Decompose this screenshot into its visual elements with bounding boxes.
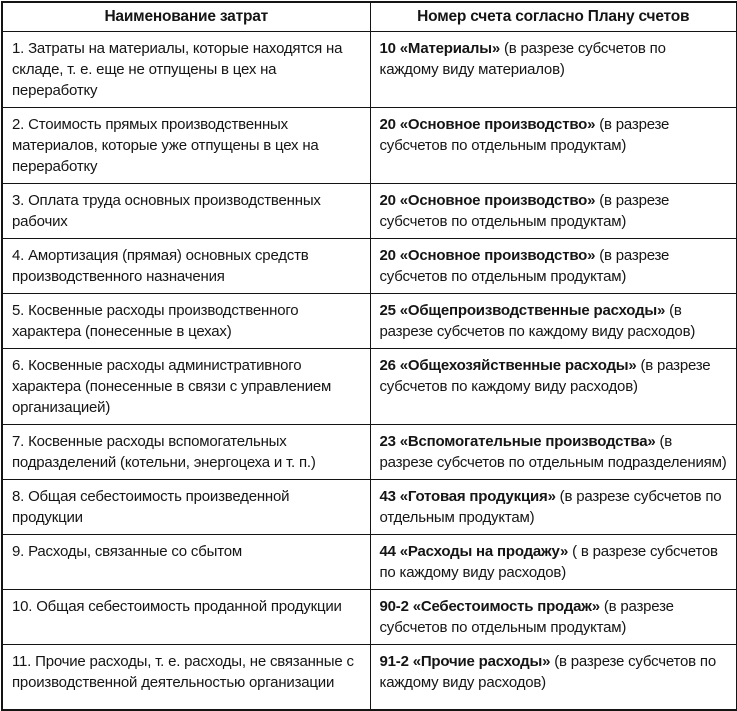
account-number: 23 «Вспомогательные производства» bbox=[379, 433, 656, 450]
account-note: (в разрезе субсчетов по отдельным продуктам) bbox=[379, 488, 722, 526]
cost-accounts-table bbox=[1, 1, 737, 711]
header-row bbox=[2, 2, 737, 32]
column-header-cost-name: Наименование затрат bbox=[2, 2, 370, 32]
table-row bbox=[2, 590, 737, 645]
cost-name-cell: 7. Косвенные расходы вспомогательных подразделений (котельни, энергоцеха и т. п.) bbox=[2, 425, 370, 480]
cost-name-cell: 1. Затраты на материалы, которые находятся на складе, т. е. еще не отпущены в цех на переработку bbox=[2, 32, 370, 108]
account-number: 20 «Основное производство» bbox=[379, 247, 596, 264]
account-number: 44 «Расходы на продажу» bbox=[379, 543, 569, 560]
cost-name-cell: 11. Прочие расходы, т. е. расходы, не связанные с производственной деятельностью организации bbox=[2, 645, 370, 710]
account-number: 26 «Общехозяйственные расходы» bbox=[379, 357, 637, 374]
account-note: (в разрезе субсчетов по каждому виду расходов) bbox=[379, 357, 711, 395]
account-note: ( в разрезе субсчетов по каждому виду расходов) bbox=[379, 543, 718, 581]
account-cell bbox=[370, 108, 737, 184]
account-cell bbox=[370, 425, 737, 480]
account-number: 20 «Основное производство» bbox=[379, 192, 596, 209]
table-row bbox=[2, 425, 737, 480]
account-cell bbox=[370, 294, 737, 349]
cost-name-cell: 8. Общая себестоимость произведенной продукции bbox=[2, 480, 370, 535]
account-cell bbox=[370, 590, 737, 645]
account-number: 91-2 «Прочие расходы» bbox=[379, 653, 551, 670]
cost-name-cell: 9. Расходы, связанные со сбытом bbox=[2, 535, 370, 590]
table-row bbox=[2, 184, 737, 239]
account-number: 43 «Готовая продукция» bbox=[379, 488, 556, 505]
cost-name-cell: 10. Общая себестоимость проданной продукции bbox=[2, 590, 370, 645]
account-note: (в разрезе субсчетов по отдельным продуктам) bbox=[379, 116, 670, 154]
account-note: (в разрезе субсчетов по каждому виду расходов) bbox=[379, 302, 696, 340]
account-cell bbox=[370, 32, 737, 108]
cost-name-cell: 2. Стоимость прямых производственных материалов, которые уже отпущены в цех на переработку bbox=[2, 108, 370, 184]
table-row bbox=[2, 645, 737, 710]
table-row bbox=[2, 108, 737, 184]
account-note: (в разрезе субсчетов по каждому виду материалов) bbox=[379, 40, 666, 78]
account-note: (в разрезе субсчетов по отдельным продуктам) bbox=[379, 192, 670, 230]
account-number: 90-2 «Себестоимость продаж» bbox=[379, 598, 600, 615]
account-note: (в разрезе субсчетов по отдельным продуктам) bbox=[379, 247, 670, 285]
account-cell bbox=[370, 645, 737, 710]
account-cell bbox=[370, 349, 737, 425]
table-row bbox=[2, 239, 737, 294]
column-header-account-number: Номер счета согласно Плану счетов bbox=[370, 2, 737, 32]
account-cell bbox=[370, 480, 737, 535]
account-cell bbox=[370, 184, 737, 239]
cost-name-cell: 3. Оплата труда основных производственных рабочих bbox=[2, 184, 370, 239]
table-row bbox=[2, 535, 737, 590]
cost-name-cell: 6. Косвенные расходы административного характера (понесенные в связи с управлением организацией) bbox=[2, 349, 370, 425]
table-row bbox=[2, 294, 737, 349]
account-note: (в разрезе субсчетов по отдельным продуктам) bbox=[379, 598, 674, 636]
account-note: (в разрезе субсчетов по каждому виду расходов) bbox=[379, 653, 716, 691]
account-cell bbox=[370, 239, 737, 294]
account-note: (в разрезе субсчетов по отдельным подразделениям) bbox=[379, 433, 727, 471]
table-row bbox=[2, 349, 737, 425]
table-row bbox=[2, 480, 737, 535]
account-number: 25 «Общепроизводственные расходы» bbox=[379, 302, 666, 319]
cost-name-cell: 5. Косвенные расходы производственного характера (понесенные в цехах) bbox=[2, 294, 370, 349]
account-cell bbox=[370, 535, 737, 590]
account-number: 20 «Основное производство» bbox=[379, 116, 596, 133]
account-number: 10 «Материалы» bbox=[379, 40, 501, 57]
table-row bbox=[2, 32, 737, 108]
cost-name-cell: 4. Амортизация (прямая) основных средств производственного назначения bbox=[2, 239, 370, 294]
